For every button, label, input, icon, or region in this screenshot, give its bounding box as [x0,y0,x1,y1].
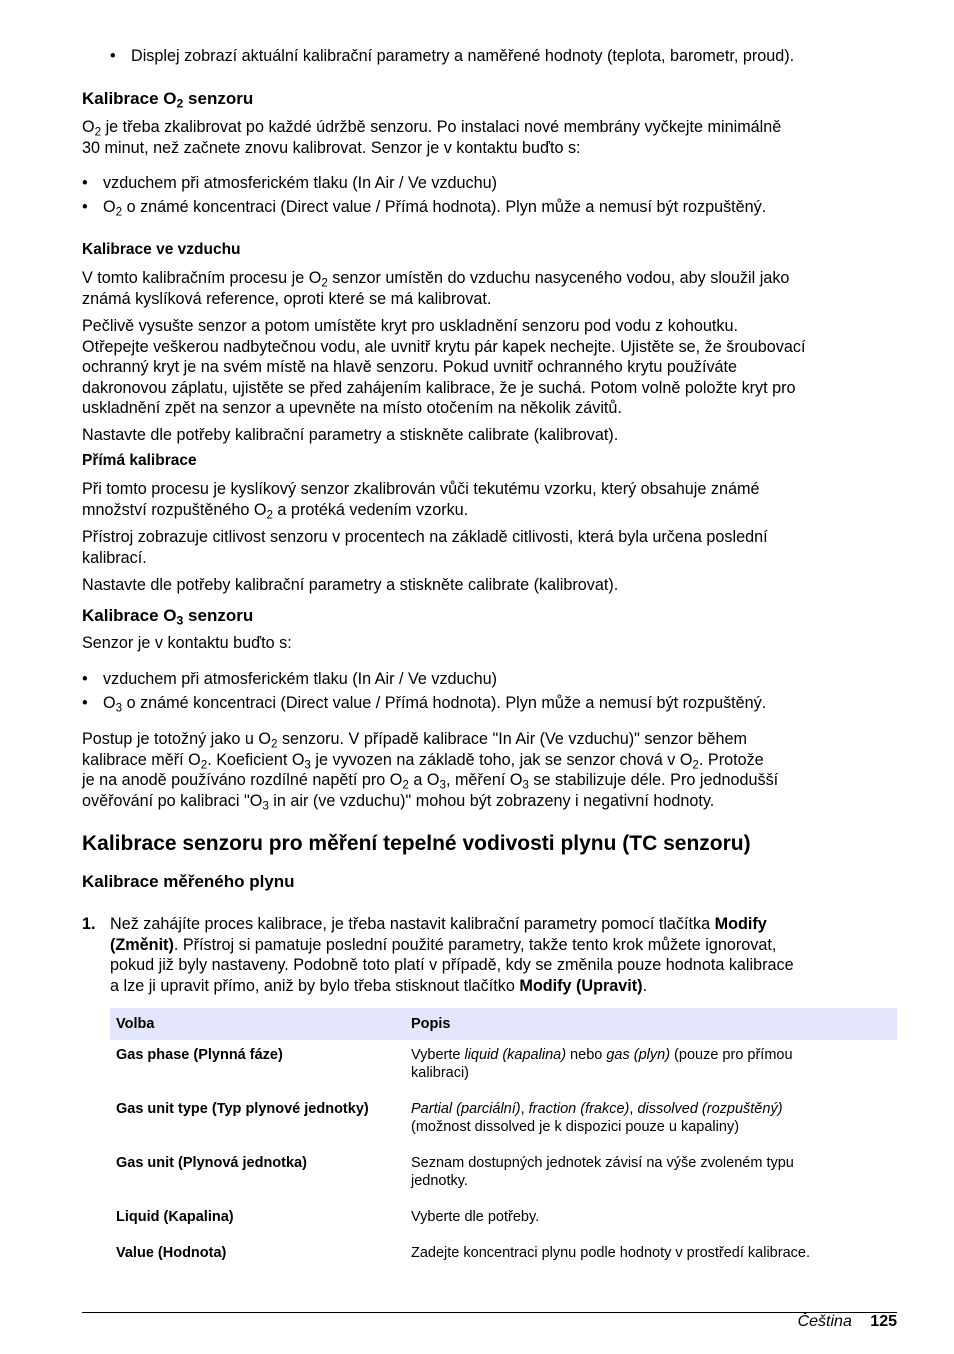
paragraph: V tomto kalibračním procesu je $O_2$ senzor umístěn do vzduchu nasyceného vodou, aby sloužil jako známá kyslíková reference, oproti které se má kalibrovat. [82,269,790,308]
paragraph: Postup je totožný jako u $O_2$ senzoru. V případě kalibrace "In Air (Ve vzduchu)" senzor během kalibrace měří $O_2$. Koeficient $O_3$ je vyvozen na základě toho, jak se senzor chová v $O_2$. Protože je na anodě používáno rozdílné napětí pro $O_2$ a $O_3$, měření $O_3$ se stabilizuje déle. Pro jednodušší ověřování po kalibraci "$O_3$ in air (ve vzduchu)" mohou být zobrazeny i negativní hodnoty. [82,730,779,812]
table-row [110,1238,897,1274]
table-cell: Liquid (Kapalina) [116,1209,234,1225]
table-cell: Partial (parciální), fraction (frakce), dissolved (rozpuštěný) (možnost dissolved je k dispozici pouze u kapaliny) [411,1101,783,1135]
footer-language: Čeština [797,1313,852,1330]
column-header: Volba [110,1008,405,1040]
heading-o3-calibration: Kalibrace $O_3$ senzoru [82,606,254,628]
paragraph: Přístroj zobrazuje citlivost senzoru v procentech na základě citlivosti, která byla určena poslední kalibrací. [82,528,768,567]
table-row [110,1040,897,1094]
heading-o2-calibration: Kalibrace $O_2$ senzoru [82,89,254,111]
page-number: 125 [870,1313,897,1330]
table-row [110,1148,897,1202]
paragraph: Nastavte dle potřeby kalibrační parametry a stiskněte calibrate (kalibrovat). [82,426,619,444]
table-cell: Zadejte koncentraci plynu podle hodnoty v prostředí kalibrace. [411,1245,810,1261]
footer-divider [82,1312,897,1313]
step-number: 1. [82,915,96,933]
heading-tc-calibration: Kalibrace senzoru pro měření tepelné vodivosti plynu (TC senzoru) [82,832,751,855]
table-row [110,1202,897,1238]
step-text: Než zahájíte proces kalibrace, je třeba nastavit kalibrační parametry pomocí tlačítka Modify (Změnit). Přístroj si pamatuje poslední použité parametry, takže tento krok můžete ignorovat, pokud již byly nastaveny. Podobně toto platí v případě, kdy se změnila pouze hodnota kalibrace a lze ji upravit přímo, aniž by bylo třeba stisknout tlačítko Modify (Upravit). [110,915,794,995]
paragraph: Při tomto procesu je kyslíkový senzor zkalibrován vůči tekutému vzorku, který obsahuje známé množství rozpuštěného $O_2$ a protéká vedením vzorku. [82,480,760,521]
page-footer [798,1313,897,1331]
paragraph: $O_2$ je třeba zkalibrovat po každé údržbě senzoru. Po instalaci nové membrány vyčkejte minimálně 30 minut, než začnete znovu kalibrovat. Senzor je v kontaktu buďto s: [82,118,782,157]
heading-gas-calibration: Kalibrace měřeného plynu [82,872,295,891]
bullet-dot: • [110,47,116,65]
list-item-text: Displej zobrazí aktuální kalibrační parametry a naměřené hodnoty (teplota, barometr, proud). [131,47,795,65]
paragraph: Nastavte dle potřeby kalibrační parametry a stiskněte calibrate (kalibrovat). [82,576,619,594]
table-row [110,1094,897,1148]
table-cell: Vyberte liquid (kapalina) nebo gas (plyn) (pouze pro přímou kalibraci) [411,1047,793,1081]
column-header: Popis [405,1008,897,1040]
table-cell: Gas unit type (Typ plynové jednotky) [116,1101,369,1117]
table-cell: Seznam dostupných jednotek závisí na výše zvoleném typu jednotky. [411,1155,794,1189]
table-cell: Gas unit (Plynová jednotka) [116,1155,307,1171]
table-header-row [110,1008,897,1040]
options-table [110,1008,897,1274]
table-cell: Gas phase (Plynná fáze) [116,1047,283,1063]
heading-direct-calibration: Přímá kalibrace [82,452,197,469]
heading-air-calibration: Kalibrace ve vzduchu [82,241,241,258]
table-cell: Value (Hodnota) [116,1245,227,1261]
paragraph: Senzor je v kontaktu buďto s: [82,634,292,652]
paragraph: Pečlivě vysušte senzor a potom umístěte kryt pro uskladnění senzoru pod vodu z kohoutku. Otřepejte veškerou nadbytečnou vodu, ale uvnitř krytu pár kapek nechejte. Ujistěte se, že šroubovací ochranný kryt je na svém místě na hlavě senzoru. Pokud uvnitř ochranného krytu používáte dakronovou záplatu, ujistěte se před zahájením kalibrace, že je suchá. Potom volně položte kryt pro uskladnění zpět na senzor a upevněte na místo otočením na několik závitů. [82,317,806,417]
table-cell: Vyberte dle potřeby. [411,1209,540,1225]
